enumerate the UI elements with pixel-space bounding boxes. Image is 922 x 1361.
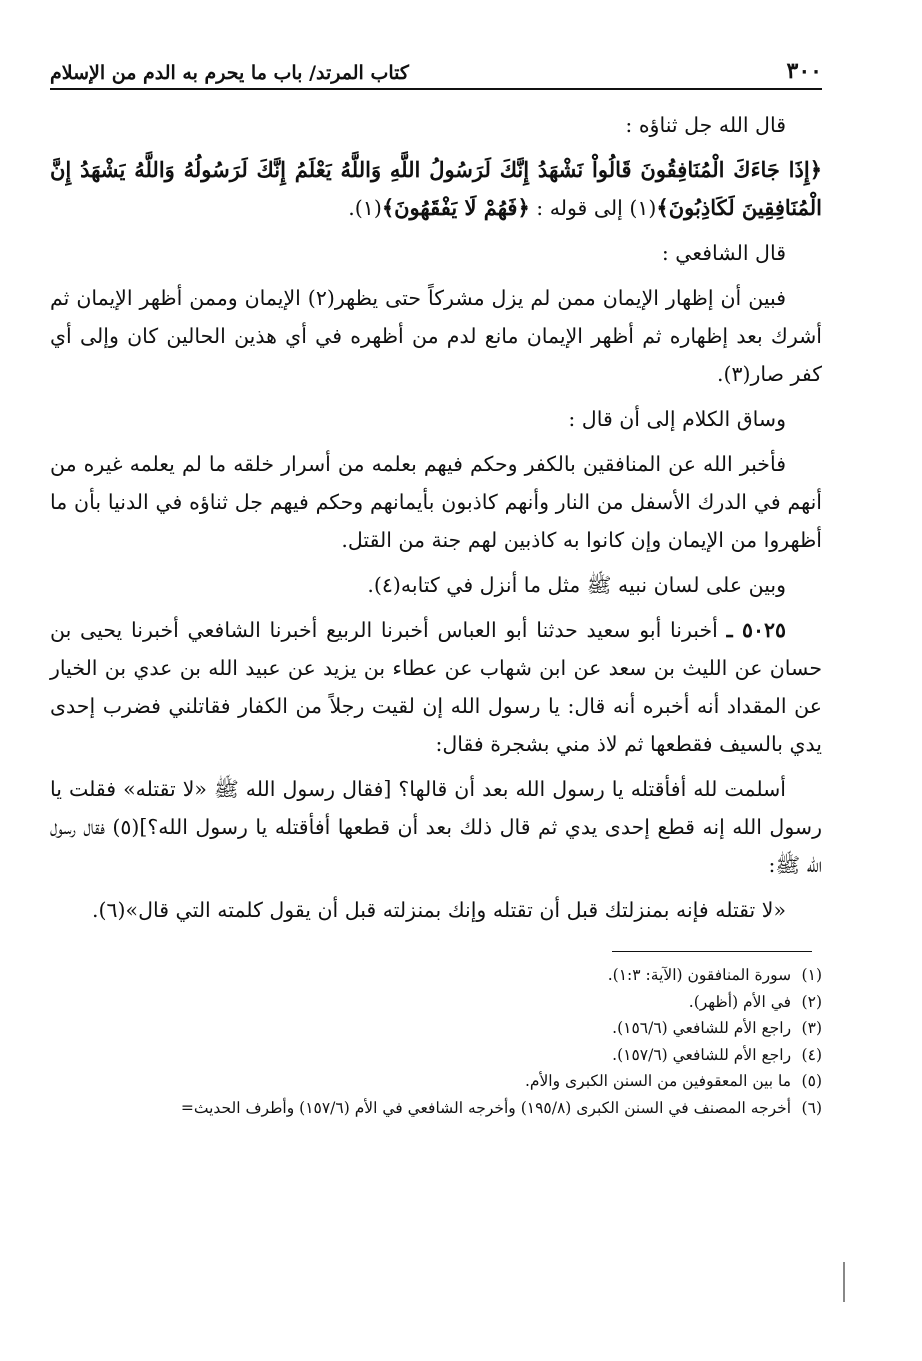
footnote-number: (٦) (801, 1098, 822, 1117)
footnote-divider (612, 951, 812, 952)
footnote (50, 1042, 822, 1069)
quran-verse-paragraph (50, 151, 822, 227)
footnote-text: في الأم (أظهر). (688, 992, 792, 1011)
footnote-number: (١) (801, 966, 822, 984)
paragraph: قال الله جل ثناؤه : (625, 113, 786, 137)
footnote-text: ما بين المعقوفين من السنن الكبرى والأم. (524, 1072, 792, 1090)
verse-link-text: إلى قوله : (529, 196, 630, 220)
quran-verse: ﴿إِذَا جَاءَكَ الْمُنَافِقُونَ قَالُواْ نَشْهَدُ إِنَّكَ لَرَسُولُ اللَّهِ وَاللَّهُ يَعْلَمُ إِنَّكَ لَرَسُولُهُ وَاللَّهُ يَشْهَدُ إِنَّ الْمُنَافِقِينَ لَكَاذِبُونَ﴾ (50, 157, 822, 220)
footnote-text: سورة المنافقون (الآية: ١:٣). (607, 966, 792, 984)
footnote-number: (٣) (801, 1019, 822, 1037)
running-title: كتاب المرتد/ باب ما يحرم به الدم من الإسلام (50, 62, 409, 84)
scan-edge-mark (843, 1262, 845, 1302)
paragraph: أسلمت لله أفأقتله يا رسول الله بعد أن قالها؟ [فقال رسول الله ﷺ «لا تقتله» فقلت يا رسول الله إنه قطع إحدى يدي ثم قال ذلك بعد أن قطعها أفأقتله يا رسول الله؟](٥) فقال رسول الله ﷺ: (50, 777, 822, 877)
footnote-text: راجع الأم للشافعي (١٥٦/٦). (612, 1019, 792, 1037)
footnote-text: أخرجه المصنف في السنن الكبرى (١٩٥/٨) وأخرجه الشافعي في الأم (١٥٧/٦) وأطرف الحديث= (180, 1098, 792, 1117)
main-text (50, 106, 822, 929)
footnote-number: (٥) (801, 1072, 822, 1090)
page-number: ٣٠٠ (786, 58, 822, 84)
footnote (50, 1068, 822, 1095)
page-header (50, 48, 822, 90)
footnote-ref: (١) (629, 196, 657, 220)
footnote (50, 1095, 822, 1122)
paragraph: فبين أن إظهار الإيمان ممن لم يزل مشركاً حتى يظهر(٢) الإيمان وممن أظهر الإيمان ثم أشرك بعد إظهاره ثم أظهر الإيمان مانع لدم من أظهره في أي هذين الحالين كان وإلى أي كفر صار(٣). (50, 286, 822, 386)
footnotes (50, 962, 822, 1121)
quran-verse: ﴿فَهُمْ لَا يَفْقَهُونَ﴾ (381, 195, 530, 220)
paragraph: وبين على لسان نبيه ﷺ مثل ما أنزل في كتابه(٤). (367, 573, 786, 597)
footnote (50, 962, 822, 989)
hadith-text: أخبرنا أبو سعيد حدثنا أبو العباس أخبرنا الربيع أخبرنا الشافعي أخبرنا يحيى بن حسان عن الليث بن سعد عن ابن شهاب عن عطاء بن يزيد عن عبيد الله بن عدي بن الخيار عن المقداد أنه أخبره أنه قال: يا رسول الله إن لقيت رجلاً من الكفار فقاتلني فضرب إحدى يدي بالسيف فقطعها ثم لاذ مني بشجرة فقال: (50, 618, 822, 756)
paragraph: وساق الكلام إلى أن قال : (568, 407, 786, 431)
footnote (50, 989, 822, 1016)
footnote-number: (٢) (801, 992, 822, 1011)
paragraph: فأخبر الله عن المنافقين بالكفر وحكم فيهم بعلمه من أسرار خلقه ما لم يعلمه غيره من أنهم في الدرك الأسفل من النار وأنهم كاذبون بأيمانهم وحكم فيهم جل ثناؤه في الدنيا بأن ما أظهروا من الإيمان وإن كانوا به كاذبين لهم جنة من القتل. (50, 452, 822, 552)
footnote-ref: (١). (348, 196, 382, 220)
footnote-text: راجع الأم للشافعي (١٥٧/٦). (612, 1045, 792, 1064)
footnote-number: (٤) (801, 1045, 822, 1064)
paragraph: «لا تقتله فإنه بمنزلتك قبل أن تقتله وإنك بمنزلته قبل أن يقول كلمته التي قال»(٦). (92, 898, 786, 922)
footnote (50, 1015, 822, 1042)
hadith-paragraph (50, 611, 822, 763)
paragraph: قال الشافعي : (661, 241, 786, 265)
hadith-number: ٥٠٢٥ ـ (726, 618, 786, 642)
